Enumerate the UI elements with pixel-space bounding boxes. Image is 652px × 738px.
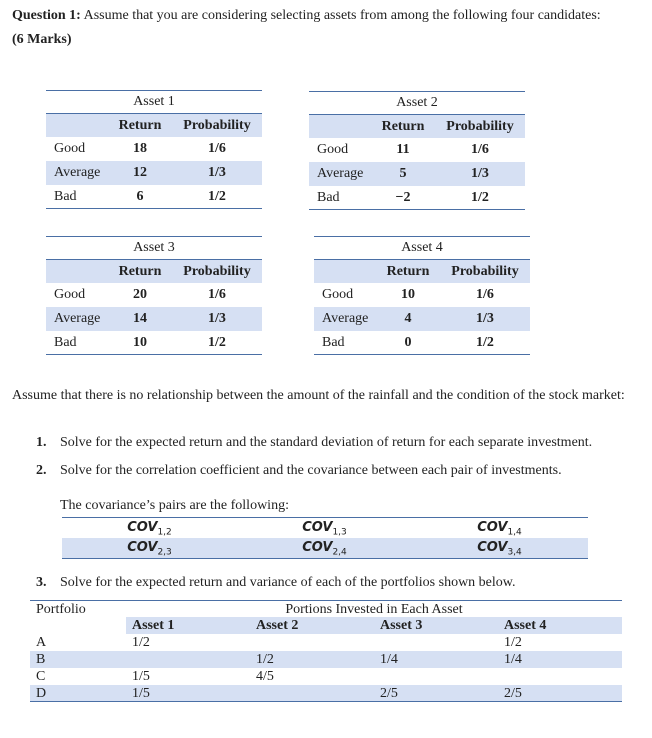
portfolio-table bbox=[30, 600, 622, 702]
list-item-text: Solve for the expected return and the standard deviation of return for each separate investment. bbox=[60, 435, 593, 450]
portfolio-name: A bbox=[36, 635, 47, 650]
portfolio-row bbox=[30, 668, 622, 685]
table-row bbox=[314, 307, 530, 331]
table-row bbox=[46, 137, 262, 161]
portfolio-weight bbox=[126, 651, 250, 668]
cov-subscript: 1,3 bbox=[332, 527, 347, 538]
state-label: Good bbox=[317, 142, 349, 157]
return-value: 14 bbox=[133, 311, 147, 326]
probability-value: 1/2 bbox=[208, 189, 226, 204]
covariance-pair bbox=[237, 518, 412, 538]
table-header-row bbox=[46, 113, 262, 137]
state-label: Bad bbox=[322, 335, 345, 350]
list-item-1 bbox=[36, 433, 592, 453]
table-row bbox=[314, 331, 530, 355]
table-row bbox=[46, 331, 262, 355]
asset-header: Asset 3 bbox=[380, 618, 423, 633]
table-row bbox=[309, 186, 525, 210]
cov-symbol: COV bbox=[477, 520, 508, 535]
covariance-intro: The covariance’s pairs are the following: bbox=[60, 498, 289, 513]
return-value: 10 bbox=[401, 287, 415, 302]
covariance-pair bbox=[237, 538, 412, 558]
table-header-row bbox=[309, 114, 525, 138]
portfolio-asset-header-row bbox=[126, 617, 622, 634]
covariance-pair bbox=[412, 518, 587, 538]
header-return: Return bbox=[386, 264, 430, 279]
return-value: 10 bbox=[133, 335, 147, 350]
probability-value: 1/6 bbox=[208, 141, 226, 156]
state-label: Average bbox=[317, 166, 364, 181]
table-row bbox=[46, 161, 262, 185]
header-blank bbox=[46, 114, 108, 137]
portfolio-weight: 2/5 bbox=[504, 686, 522, 701]
portfolio-group-header: Portions Invested in Each Asset bbox=[285, 602, 463, 617]
return-value: 4 bbox=[404, 311, 412, 326]
return-value: 11 bbox=[396, 142, 410, 157]
probability-value: 1/2 bbox=[476, 335, 494, 350]
cov-subscript: 1,2 bbox=[157, 527, 172, 538]
header-return: Return bbox=[381, 119, 425, 134]
covariance-row bbox=[62, 538, 588, 558]
list-item-number: 3. bbox=[36, 575, 47, 590]
table-row bbox=[309, 162, 525, 186]
asset-header: Asset 1 bbox=[132, 618, 175, 633]
header-probability: Probability bbox=[183, 118, 251, 133]
portfolio-weight: 1/5 bbox=[132, 669, 150, 684]
portfolio-group-header-row bbox=[30, 600, 622, 617]
asset-1-table bbox=[46, 90, 262, 209]
cov-subscript: 2,3 bbox=[157, 547, 172, 558]
return-value: 18 bbox=[133, 141, 147, 156]
asset-header: Asset 2 bbox=[256, 618, 299, 633]
cov-symbol: COV bbox=[302, 540, 333, 555]
asset-4-table bbox=[314, 236, 530, 355]
covariance-table bbox=[62, 517, 588, 559]
portfolio-weight bbox=[498, 668, 622, 685]
question-text: Assume that you are considering selecting assets from among the following four candidates: bbox=[83, 8, 601, 23]
cov-symbol: COV bbox=[127, 540, 158, 555]
table-row bbox=[46, 307, 262, 331]
return-value: −2 bbox=[395, 190, 411, 205]
question-heading bbox=[12, 6, 644, 26]
table-row bbox=[46, 185, 262, 209]
portfolio-row bbox=[30, 685, 622, 702]
asset-title: Asset 1 bbox=[133, 94, 175, 109]
state-label: Good bbox=[54, 287, 86, 302]
probability-value: 1/3 bbox=[471, 166, 489, 181]
probability-value: 1/3 bbox=[208, 165, 226, 180]
portfolio-weight: 1/2 bbox=[132, 635, 150, 650]
probability-value: 1/3 bbox=[208, 311, 226, 326]
state-label: Average bbox=[322, 311, 369, 326]
header-probability: Probability bbox=[183, 264, 251, 279]
portfolio-name: D bbox=[36, 686, 47, 701]
cov-subscript: 2,4 bbox=[332, 547, 347, 558]
list-item-number: 2. bbox=[36, 463, 47, 478]
portfolio-row bbox=[30, 651, 622, 668]
state-label: Bad bbox=[317, 190, 340, 205]
portfolio-weight: 1/2 bbox=[504, 635, 522, 650]
list-item-text: Solve for the expected return and variance of each of the portfolios shown below. bbox=[60, 575, 516, 590]
portfolio-weight: 1/4 bbox=[504, 652, 522, 667]
list-item-text: Solve for the correlation coefficient and the covariance between each pair of investments. bbox=[60, 463, 562, 478]
list-item-2 bbox=[36, 461, 562, 481]
portfolio-weight: 2/5 bbox=[380, 686, 398, 701]
cov-symbol: COV bbox=[477, 540, 508, 555]
asset-title: Asset 4 bbox=[401, 240, 443, 255]
portfolio-name: B bbox=[36, 652, 46, 667]
header-return: Return bbox=[118, 264, 162, 279]
return-value: 12 bbox=[133, 165, 147, 180]
question-marks: (6 Marks) bbox=[12, 32, 72, 47]
question-label: Question 1: bbox=[12, 8, 81, 23]
state-label: Bad bbox=[54, 335, 77, 350]
cov-subscript: 1,4 bbox=[507, 527, 522, 538]
asset-2-table bbox=[309, 91, 525, 210]
portfolio-weight: 4/5 bbox=[256, 669, 274, 684]
header-blank bbox=[309, 115, 371, 138]
list-item-3 bbox=[36, 573, 516, 593]
portfolio-weight bbox=[250, 685, 374, 701]
header-probability: Probability bbox=[451, 264, 519, 279]
portfolio-weight bbox=[374, 668, 498, 685]
covariance-row bbox=[62, 518, 588, 538]
table-row bbox=[314, 283, 530, 307]
portfolio-weight bbox=[374, 634, 498, 651]
probability-value: 1/6 bbox=[208, 287, 226, 302]
state-label: Bad bbox=[54, 189, 77, 204]
header-return: Return bbox=[118, 118, 162, 133]
header-blank bbox=[46, 260, 108, 283]
header-probability: Probability bbox=[446, 119, 514, 134]
probability-value: 1/2 bbox=[208, 335, 226, 350]
return-value: 5 bbox=[399, 166, 407, 181]
portfolio-name: C bbox=[36, 669, 46, 684]
cov-symbol: COV bbox=[302, 520, 333, 535]
portfolio-weight: 1/2 bbox=[256, 652, 274, 667]
asset-header: Asset 4 bbox=[504, 618, 547, 633]
state-label: Good bbox=[322, 287, 354, 302]
state-label: Good bbox=[54, 141, 86, 156]
state-label: Average bbox=[54, 311, 101, 326]
asset-title: Asset 2 bbox=[396, 95, 438, 110]
portfolio-weight bbox=[250, 634, 374, 651]
return-value: 6 bbox=[136, 189, 144, 204]
covariance-pair bbox=[412, 538, 587, 558]
covariance-pair bbox=[62, 518, 237, 538]
covariance-pair bbox=[62, 538, 237, 558]
asset-3-table bbox=[46, 236, 262, 355]
assumption-text: Assume that there is no relationship between the amount of the rainfall and the condition of the stock market: bbox=[12, 388, 625, 403]
portfolio-weight: 1/4 bbox=[380, 652, 398, 667]
return-value: 0 bbox=[404, 335, 412, 350]
table-row bbox=[309, 138, 525, 162]
cov-subscript: 3,4 bbox=[507, 547, 522, 558]
probability-value: 1/3 bbox=[476, 311, 494, 326]
return-value: 20 bbox=[133, 287, 147, 302]
asset-title: Asset 3 bbox=[133, 240, 175, 255]
cov-symbol: COV bbox=[127, 520, 158, 535]
table-row bbox=[46, 283, 262, 307]
probability-value: 1/6 bbox=[471, 142, 489, 157]
portfolio-weight: 1/5 bbox=[132, 686, 150, 701]
portfolio-row bbox=[30, 634, 622, 651]
list-item-number: 1. bbox=[36, 435, 47, 450]
probability-value: 1/6 bbox=[476, 287, 494, 302]
header-blank bbox=[314, 260, 376, 283]
state-label: Average bbox=[54, 165, 101, 180]
portfolio-column-header: Portfolio bbox=[36, 602, 86, 617]
table-header-row bbox=[46, 259, 262, 283]
table-header-row bbox=[314, 259, 530, 283]
probability-value: 1/2 bbox=[471, 190, 489, 205]
